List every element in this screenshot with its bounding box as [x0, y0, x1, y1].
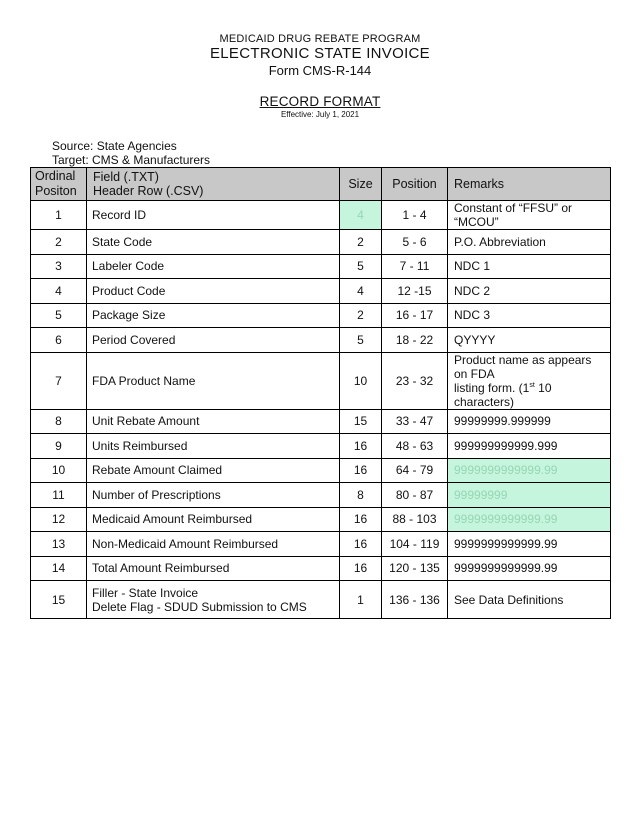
col-header-size: Size [340, 168, 382, 201]
field-cell: Non-Medicaid Amount Reimbursed [87, 532, 340, 557]
size-cell: 5 [340, 254, 382, 279]
remarks-cell: 99999999 [448, 483, 611, 508]
col-header-field [87, 168, 340, 201]
position-cell: 120 - 135 [382, 556, 448, 581]
size-cell: 1 [340, 581, 382, 619]
table-row [31, 230, 611, 255]
remarks-cell: NDC 3 [448, 303, 611, 328]
remarks-cell: NDC 1 [448, 254, 611, 279]
ordinal-cell: 14 [31, 556, 87, 581]
source-line: Source: State Agencies [52, 139, 177, 153]
size-cell: 16 [340, 507, 382, 532]
ordinal-cell: 4 [31, 279, 87, 304]
table-row [31, 303, 611, 328]
table-row [31, 434, 611, 459]
table-row [31, 507, 611, 532]
table-row [31, 254, 611, 279]
position-cell: 12 -15 [382, 279, 448, 304]
size-cell: 16 [340, 458, 382, 483]
col-header-ordinal [31, 168, 87, 201]
table-row [31, 581, 611, 619]
remarks-cell: 9999999999999.99 [448, 532, 611, 557]
table-row [31, 328, 611, 353]
ordinal-cell: 2 [31, 230, 87, 255]
field-line1: Filler - State Invoice [92, 585, 199, 600]
ordinal-cell: 9 [31, 434, 87, 459]
remarks-cell: 999999999999.999 [448, 434, 611, 459]
section-title: RECORD FORMAT [259, 94, 381, 109]
field-cell: Medicaid Amount Reimbursed [87, 507, 340, 532]
col-header-field-line2: Header Row (.CSV) [93, 184, 204, 198]
position-cell: 7 - 11 [382, 254, 448, 279]
remarks-line2b: 10 characters) [454, 380, 552, 409]
col-header-ordinal-line1: Ordinal [35, 169, 76, 183]
effective-date: Effective: July 1, 2021 [280, 110, 360, 119]
field-cell: Units Reimbursed [87, 434, 340, 459]
table-row [31, 532, 611, 557]
record-format-table [30, 167, 611, 619]
table-row [31, 352, 611, 409]
col-header-remarks: Remarks [448, 168, 611, 201]
size-cell: 10 [340, 352, 382, 409]
table-row [31, 201, 611, 230]
remarks-line2a: listing form. (1 [454, 380, 530, 395]
position-cell: 64 - 79 [382, 458, 448, 483]
ordinal-cell: 10 [31, 458, 87, 483]
remarks-cell: QYYYY [448, 328, 611, 353]
size-cell: 16 [340, 434, 382, 459]
ordinal-cell: 12 [31, 507, 87, 532]
ordinal-cell: 15 [31, 581, 87, 619]
size-cell: 16 [340, 532, 382, 557]
position-cell: 33 - 47 [382, 409, 448, 434]
field-cell: Total Amount Reimbursed [87, 556, 340, 581]
remarks-line2 [454, 381, 604, 409]
remarks-cell: Constant of “FFSU” or “MCOU” [448, 201, 611, 230]
position-cell: 104 - 119 [382, 532, 448, 557]
col-header-ordinal-line2: Positon [35, 184, 77, 198]
ordinal-cell: 13 [31, 532, 87, 557]
remarks-cell: 9999999999999.99 [448, 556, 611, 581]
table-row [31, 409, 611, 434]
remarks-line1: Product name as appears on FDA [454, 352, 592, 381]
size-cell: 8 [340, 483, 382, 508]
ordinal-cell: 6 [31, 328, 87, 353]
remarks-cell: 9999999999999.99 [448, 458, 611, 483]
size-cell: 4 [340, 279, 382, 304]
position-cell: 80 - 87 [382, 483, 448, 508]
field-cell: Labeler Code [87, 254, 340, 279]
ordinal-cell: 3 [31, 254, 87, 279]
col-header-field-line1: Field (.TXT) [93, 170, 159, 184]
ordinal-cell: 1 [31, 201, 87, 230]
ordinal-cell: 8 [31, 409, 87, 434]
remarks-cell: See Data Definitions [448, 581, 611, 619]
position-cell: 18 - 22 [382, 328, 448, 353]
position-cell: 16 - 17 [382, 303, 448, 328]
ordinal-cell: 11 [31, 483, 87, 508]
field-cell: Product Code [87, 279, 340, 304]
col-header-position: Position [382, 168, 448, 201]
position-cell: 88 - 103 [382, 507, 448, 532]
size-cell: 2 [340, 303, 382, 328]
size-cell: 4 [340, 201, 382, 230]
remarks-cell: 99999999.999999 [448, 409, 611, 434]
field-cell: Unit Rebate Amount [87, 409, 340, 434]
ordinal-cell: 5 [31, 303, 87, 328]
field-line2: Delete Flag - SDUD Submission to CMS [92, 599, 307, 614]
table-header-row [31, 168, 611, 201]
target-line: Target: CMS & Manufacturers [52, 153, 211, 167]
table-row [31, 483, 611, 508]
field-cell [87, 581, 340, 619]
field-cell: Record ID [87, 201, 340, 230]
position-cell: 23 - 32 [382, 352, 448, 409]
table-row [31, 458, 611, 483]
remarks-superscript: st [529, 381, 535, 389]
size-cell: 2 [340, 230, 382, 255]
field-cell: State Code [87, 230, 340, 255]
position-cell: 5 - 6 [382, 230, 448, 255]
field-cell: Period Covered [87, 328, 340, 353]
remarks-cell: P.O. Abbreviation [448, 230, 611, 255]
field-cell: Number of Prescriptions [87, 483, 340, 508]
field-cell: Package Size [87, 303, 340, 328]
size-cell: 15 [340, 409, 382, 434]
remarks-cell [448, 352, 611, 409]
program-name: MEDICAID DRUG REBATE PROGRAM [219, 33, 421, 45]
field-cell: Rebate Amount Claimed [87, 458, 340, 483]
size-cell: 5 [340, 328, 382, 353]
document-title: ELECTRONIC STATE INVOICE [209, 45, 430, 62]
remarks-cell: 9999999999999.99 [448, 507, 611, 532]
form-number: Form CMS-R-144 [268, 63, 372, 78]
size-cell: 16 [340, 556, 382, 581]
position-cell: 1 - 4 [382, 201, 448, 230]
position-cell: 48 - 63 [382, 434, 448, 459]
table-row [31, 279, 611, 304]
remarks-cell: NDC 2 [448, 279, 611, 304]
position-cell: 136 - 136 [382, 581, 448, 619]
table-row [31, 556, 611, 581]
ordinal-cell: 7 [31, 352, 87, 409]
field-cell: FDA Product Name [87, 352, 340, 409]
